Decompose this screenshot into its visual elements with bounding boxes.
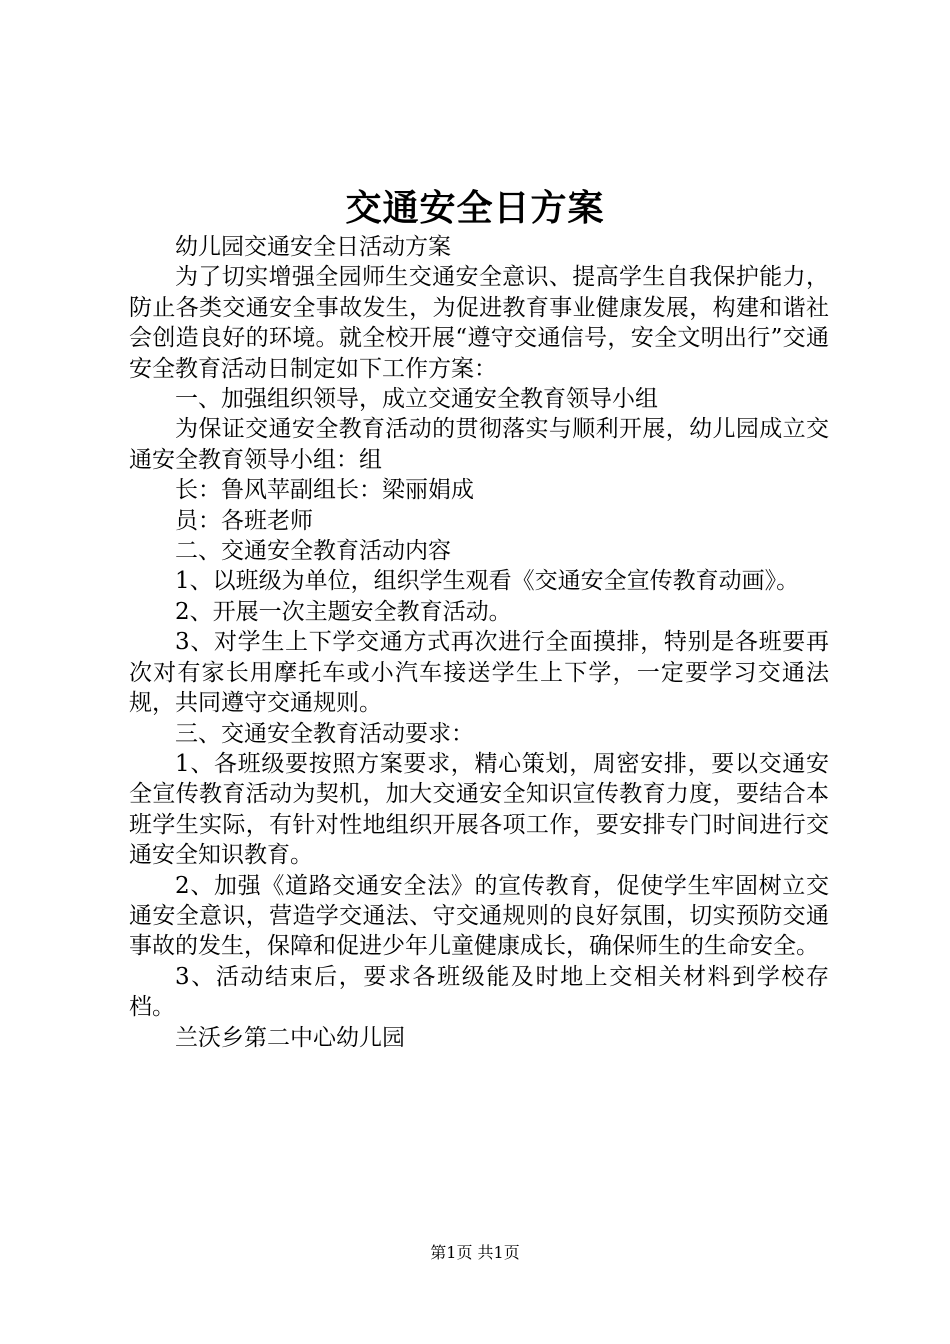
content-item-1: 1、以班级为单位，组织学生观看《交通安全宣传教育动画》。 — [175, 568, 800, 595]
paragraph-leadership: 为保证交通安全教育活动的贯彻落实与顺利开展，幼儿园成立交通安全教育领导小组：组 — [129, 416, 829, 473]
content-item-2: 2、开展一次主题安全教育活动。 — [175, 598, 512, 625]
section-heading-1: 一、加强组织领导，成立交通安全教育领导小组 — [175, 386, 658, 413]
paragraph-leader-names: 长：鲁风苹副组长：梁丽娟成 — [175, 477, 474, 504]
document-body — [129, 232, 829, 1053]
section-heading-3: 三、交通安全教育活动要求： — [175, 720, 474, 747]
content-item-3: 3、对学生上下学交通方式再次进行全面摸排，特别是各班要再次对有家长用摩托车或小汽车接送学生上下学，一定要学习交通法规，共同遵守交通规则。 — [129, 629, 829, 717]
section-heading-2: 二、交通安全教育活动内容 — [175, 538, 451, 565]
paragraph-intro: 为了切实增强全园师生交通安全意识、提高学生自我保护能力，防止各类交通安全事故发生，为促进教育事业健康发展，构建和谐社会创造良好的环境。就全校开展“遵守交通信号，安全文明出行”交通安全教育活动日制定如下工作方案： — [129, 264, 829, 382]
document-title: 交通安全日方案 — [345, 187, 605, 229]
paragraph-members: 员：各班老师 — [175, 507, 313, 534]
requirement-item-2: 2、加强《道路交通安全法》的宣传教育，促使学生牢固树立交通安全意识，营造学交通法、守交通规则的良好氛围，切实预防交通事故的发生，保障和促进少年儿童健康成长，确保师生的生命安全。 — [129, 872, 829, 960]
requirement-item-3: 3、活动结束后，要求各班级能及时地上交相关材料到学校存档。 — [129, 963, 829, 1021]
paragraph-subtitle: 幼儿园交通安全日活动方案 — [175, 234, 451, 260]
requirement-item-1: 1、各班级要按照方案要求，精心策划，周密安排，要以交通安全宣传教育活动为契机，加大交通安全知识宣传教育力度，要结合本班学生实际，有针对性地组织开展各项工作，要安排专门时间进行交通安全知识教育。 — [129, 750, 829, 869]
page-footer: 第1页 共1页 — [430, 1243, 520, 1262]
signature-organization: 兰沃乡第二中心幼儿园 — [175, 1024, 405, 1051]
